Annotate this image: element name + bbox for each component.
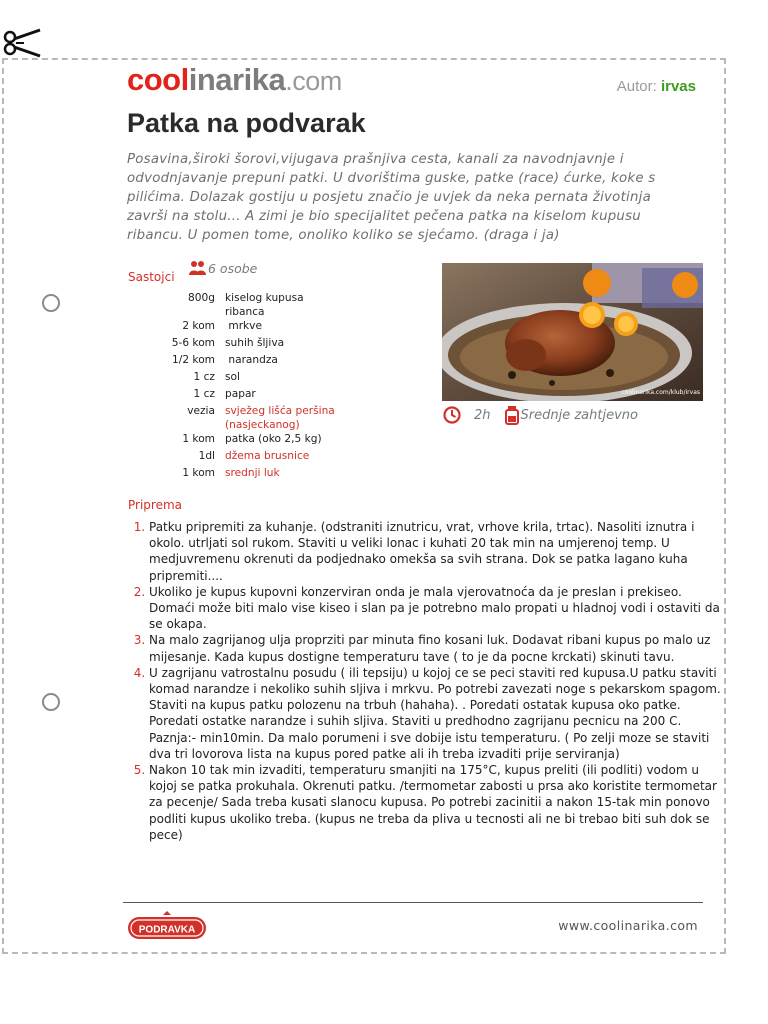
ingredient-link[interactable]: srednji luk [225, 467, 280, 479]
ingredient-qty: 2 kom [182, 320, 215, 332]
preparation-heading: Priprema [128, 498, 183, 512]
jar-icon [505, 405, 519, 425]
ingredient-name: kiselog kupusa ribanca [225, 292, 307, 318]
ingredient-name: sol [225, 371, 240, 383]
ingredient-qty: 1/2 kom [172, 354, 215, 366]
ingredient-row [160, 387, 345, 404]
ingredient-row [160, 432, 345, 449]
ingredient-row [160, 319, 345, 336]
ingredient-name: suhih šljiva [225, 337, 285, 349]
ingredient-qty: 800g [188, 292, 215, 304]
site-url[interactable]: www.coolinarika.com [558, 918, 698, 933]
ingredients-table [160, 291, 345, 483]
recipe-meta [442, 405, 638, 425]
ingredient-name: narandza [225, 354, 278, 366]
ingredient-row [160, 291, 345, 319]
ingredient-name: mrkve [225, 320, 262, 332]
photo-caption: coolinarika.com/klub/irvas [621, 389, 700, 396]
ingredient-row [160, 336, 345, 353]
servings-text: 6 osobe [208, 260, 258, 276]
ingredient-name: papar [225, 388, 256, 400]
footer-divider [123, 902, 703, 903]
preparation-step: 4. U zagrijanu vatrostalnu posudu ( ili tepsiju) u kojoj ce se peci staviti red kupusa.U patku staviti komad narandze i nekoliko suhih sljiva i mrkvu. Po potrebi zavezati noge s pekarskom spagom. Staviti na kupus patku polozenu na trbuh (hahaha). . Poredati ostatak kupusa oko patke. Poredati ostatke narandze i suhih sljiva. Staviti u predhodno zagrijanu pecnicu na 200 C. Paznja:- min10min. Da malo porumeni i sve dobije istu temperaturu. ( Po zelji moze se staviti dva tri lovorova lista na kupus pored patke ali ih treba izvaditi prije serviranja) [149, 665, 724, 762]
ingredient-qty: 1 cz [193, 388, 215, 400]
ingredient-link[interactable]: svježeg lišća peršina (nasjeckanog) [225, 405, 339, 431]
preparation-steps [127, 519, 724, 843]
servings [189, 260, 257, 276]
ingredient-qty: 5-6 kom [171, 337, 215, 349]
ingredient-row [160, 370, 345, 387]
prep-time: 2h [474, 407, 491, 423]
ingredient-qty: 1 kom [182, 467, 215, 479]
scissors-icon [2, 28, 42, 58]
ingredient-link[interactable]: džema brusnice [225, 450, 310, 462]
author-line [617, 78, 696, 95]
ingredient-qty: 1dl [198, 450, 215, 462]
punch-hole [42, 294, 60, 312]
author-label: Autor: [616, 78, 657, 95]
ingredient-row [160, 404, 345, 432]
clock-icon [442, 405, 462, 425]
preparation-step: 2. Ukoliko je kupus kupovni konzerviran onda je mala vjerovatnoća da je preslan i prekiseo. Domaći može biti malo vise kiseo i slan pa je potrebno malo propati u hladnoj vodi i ostaviti da se okapa. [149, 584, 724, 633]
ingredient-row [160, 449, 345, 466]
ingredient-name: patka (oko 2,5 kg) [225, 433, 322, 445]
ingredient-qty: vezia [187, 405, 215, 417]
recipe-title: Patka na podvarak [127, 108, 366, 138]
ingredients-heading: Sastojci [128, 270, 175, 284]
punch-hole [42, 693, 60, 711]
difficulty: Srednje zahtjevno [520, 407, 638, 423]
preparation-step: 1. Patku pripremiti za kuhanje. (odstraniti iznutricu, vrat, vrhove krila, trtac). Nasoliti iznutra i okolo. utrljati sol rukom. Staviti u veliki lonac i kuhati 20 tak min na umjerenoj temp. U medjuvremenu okrenuti da podjednako omekša sa svih strana. Dok se patka lagano kuha pripremiti.... [149, 519, 724, 584]
site-logo[interactable]: coolinarika.com [127, 62, 342, 97]
ingredient-row [160, 466, 345, 483]
author-name[interactable]: irvas [660, 78, 696, 95]
preparation-step: 5. Nakon 10 tak min izvaditi, temperaturu smanjiti na 175°C, kupus preliti (ili podliti) vodom u kojoj se patka prokuhala. Okrenuti patku. /termometar zabosti u prsa ako koristite termometar za pecenje/ Sada treba kusati slanocu kupusa. Po potrebi zacinitii a nakon 15-tak min ponovo podliti kupus ukoliko treba. (kupus ne treba da pliva u tecnosti ali ne bi trebao biti suh dok se pece) [149, 762, 724, 843]
podravka-logo[interactable] [127, 911, 207, 941]
svg-text:PODRAVKA: PODRAVKA [138, 924, 196, 936]
ingredient-row [160, 353, 345, 370]
ingredient-qty: 1 cz [193, 371, 215, 383]
preparation-step: 3. Na malo zagrijanog ulja proprziti par minuta fino kosani luk. Dodavat ribani kupus po malo uz mijesanje. Kada kupus dostigne temperaturu tave ( to je da pocne krckati) skinuti tavu. [149, 632, 724, 664]
dish-photo [442, 263, 703, 401]
ingredient-qty: 1 kom [182, 433, 215, 445]
people-icon [189, 260, 207, 276]
recipe-intro: Posavina,široki šorovi,vijugava prašnjiva cesta, kanali za navodnjavnje i odvodnjavanje prepuni patki. U dvorištima guske, patke (race) ćurke, koke s pilićima. Dolazak gostiju u posjetu značio je uvjek da neka pernata životinja završi na stolu... A zimi je bio specijalitet pečena patka na kiselom kupusu ribancu. U pomen tome, onoliko koliko se sjećamo. (draga i ja) [127, 152, 656, 243]
